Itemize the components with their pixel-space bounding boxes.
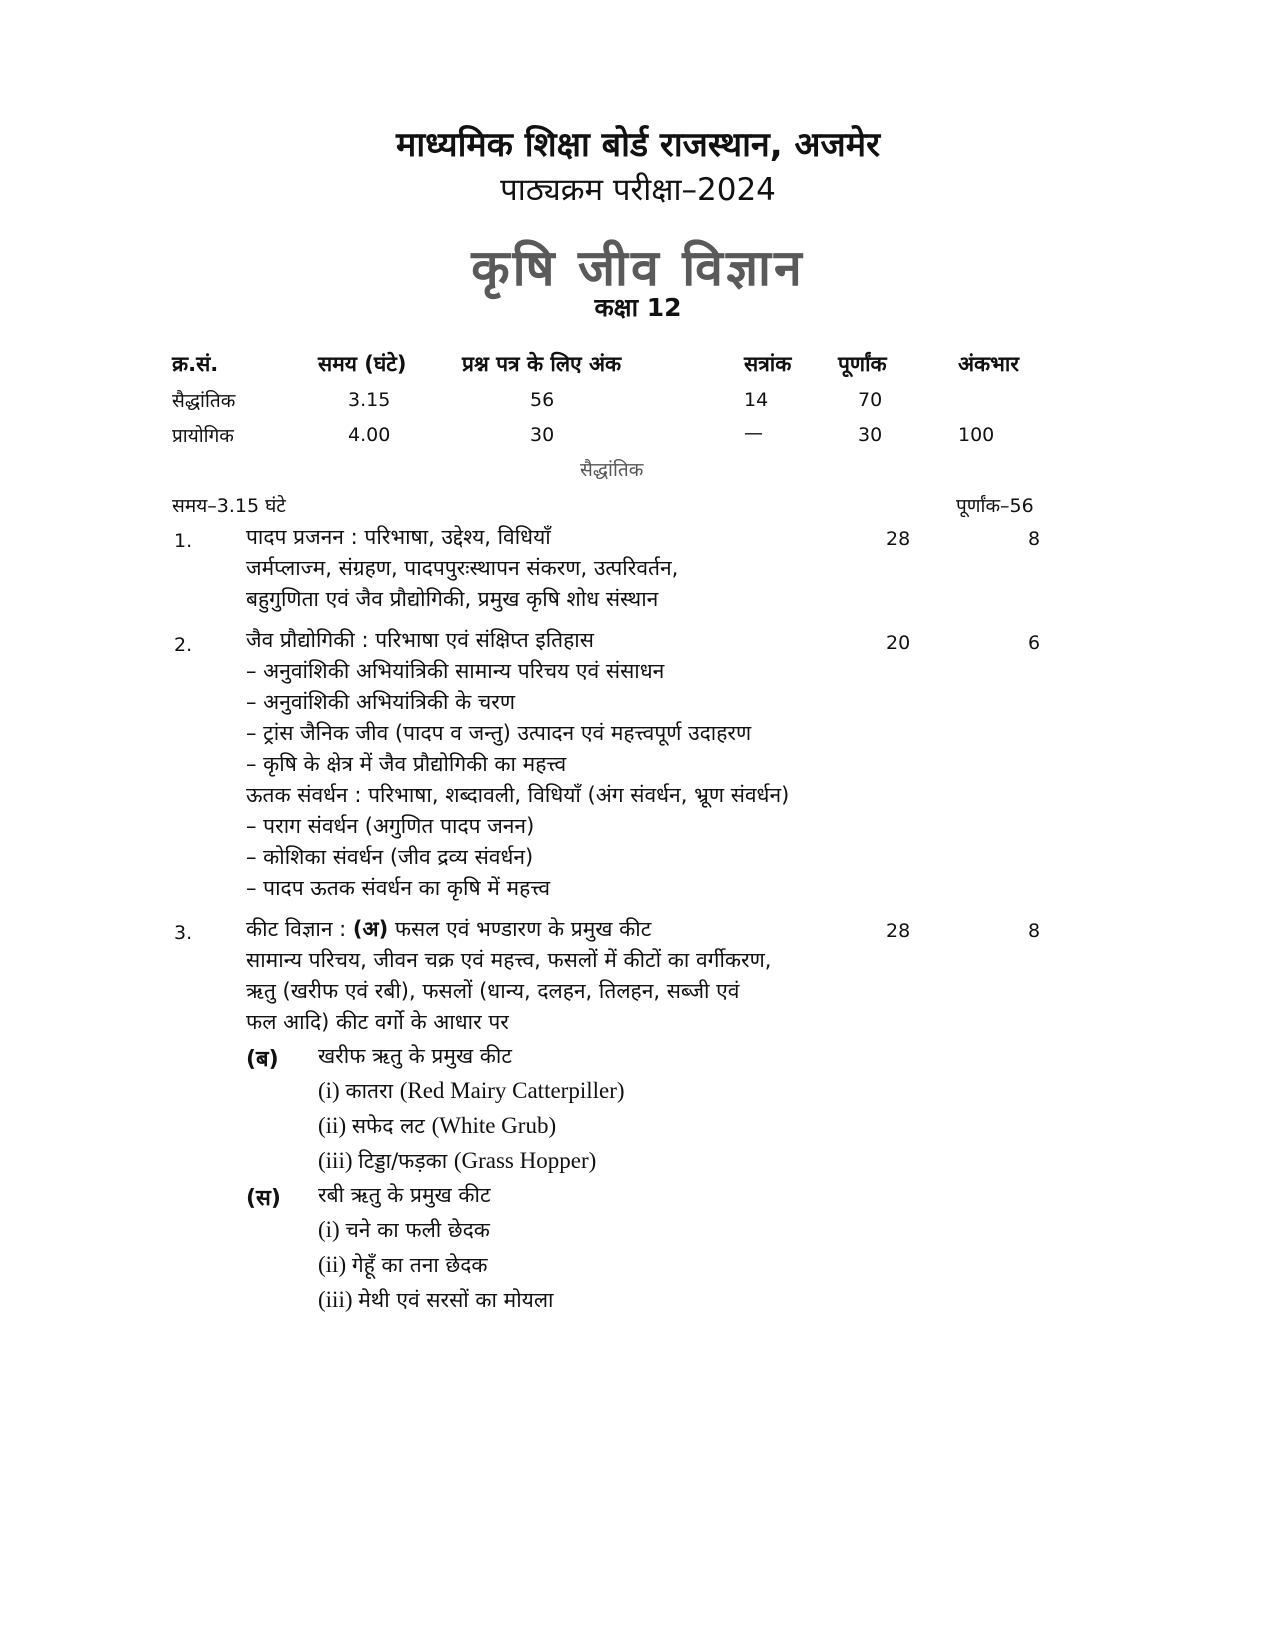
unit-number: 2. (174, 634, 193, 656)
unit-line: – पादप ऊतक संवर्धन का कृषि में महत्त्व (246, 876, 551, 900)
table-header-time: समय (घंटे) (318, 352, 407, 376)
unit-line: – पराग संवर्धन (अगुणित पादप जनन) (246, 814, 535, 838)
table-row-practical-time: 4.00 (348, 424, 391, 446)
class-title: कक्षा 12 (594, 293, 682, 322)
unit-marks: 8 (1028, 528, 1041, 550)
sub-title: खरीफ ऋतु के प्रमुख कीट (318, 1044, 512, 1068)
unit-line: फल आदि) कीट वर्गो के आधार पर (246, 1010, 509, 1034)
unit-line: सामान्य परिचय, जीवन चक्र एवं महत्त्व, फसलों में कीटों का वर्गीकरण, (246, 948, 772, 972)
table-row-practical-label: प्रायोगिक (172, 425, 234, 447)
sub-label-c: (स) (246, 1186, 281, 1211)
table-row-theory-total: 70 (858, 389, 883, 411)
unit-topic-rest: फसल एवं भण्डारण के प्रमुख कीट (388, 917, 652, 941)
unit-line: – ट्रांस जैनिक जीव (पादप व जन्तु) उत्पादन एवं महत्त्वपूर्ण उदाहरण (246, 721, 752, 745)
section-time: समय–3.15 घंटे (172, 495, 286, 517)
unit-line: – कृषि के क्षेत्र में जैव प्रौद्योगिकी का महत्त्व (246, 752, 567, 776)
table-header-total: पूर्णांक (838, 352, 887, 376)
unit-line: जर्मप्लाज्म, संग्रहण, पादपपुरःस्थापन संकरण, उत्परिवर्तन, (246, 556, 679, 580)
subject-title: कृषि जीव विज्ञान (471, 239, 805, 297)
unit-periods: 28 (886, 920, 911, 942)
pest-item: (iii) टिड्डा/फड़का (Grass Hopper) (318, 1148, 597, 1173)
unit-line: – अनुवांशिकी अभियांत्रिकी सामान्य परिचय एवं संसाधन (246, 659, 665, 683)
unit-number: 3. (174, 922, 193, 944)
pest-item: (i) कातरा (Red Mairy Catterpiller) (318, 1078, 625, 1103)
section-total: पूर्णांक–56 (956, 495, 1034, 517)
unit-line: जैव प्रौद्योगिकी : परिभाषा एवं संक्षिप्त इतिहास (246, 628, 594, 652)
unit-line: बहुगुणिता एवं जैव प्रौद्योगिकी, प्रमुख कृषि शोध संस्थान (246, 587, 659, 611)
unit-line (246, 913, 651, 945)
sub-label-b: (ब) (246, 1047, 279, 1072)
section-title: सैद्धांतिक (580, 459, 644, 481)
unit-periods: 20 (886, 632, 911, 654)
table-row-theory-paper: 56 (530, 389, 555, 411)
unit-number: 1. (174, 530, 193, 552)
pest-item: (iii) मेथी एवं सरसों का मोयला (318, 1287, 554, 1312)
table-row-theory-time: 3.15 (348, 389, 391, 411)
unit-line: पादप प्रजनन : परिभाषा, उद्देश्य, विधियाँ (246, 525, 551, 549)
unit-line: – कोशिका संवर्धन (जीव द्रव्य संवर्धन) (246, 845, 534, 869)
table-row-theory-label: सैद्धांतिक (172, 390, 236, 412)
pest-item: (ii) गेहूँ का तना छेदक (318, 1252, 488, 1277)
table-header-weightage: अंकभार (958, 352, 1019, 376)
table-row-practical-paper: 30 (530, 424, 555, 446)
unit-line: – अनुवांशिकी अभियांत्रिकी के चरण (246, 690, 515, 714)
table-header-paper-marks: प्रश्न पत्र के लिए अंक (462, 352, 622, 376)
unit-topic: कीट विज्ञान : (246, 917, 353, 941)
table-header-sno: क्र.सं. (172, 352, 219, 376)
pest-item: (i) चने का फली छेदक (318, 1217, 490, 1242)
sub-label-a: (अ) (352, 917, 389, 941)
board-title: माध्यमिक शिक्षा बोर्ड राजस्थान, अजमेर (395, 125, 880, 165)
pest-item: (ii) सफेद लट (White Grub) (318, 1113, 557, 1138)
unit-line: ऋतु (खरीफ एवं रबी), फसलों (धान्य, दलहन, तिलहन, सब्जी एवं (246, 979, 740, 1003)
sub-title: रबी ऋतु के प्रमुख कीट (318, 1183, 491, 1207)
table-row-practical-weightage: 100 (958, 424, 995, 446)
table-row-theory-sessional: 14 (744, 389, 769, 411)
unit-periods: 28 (886, 528, 911, 550)
table-header-sessional: सत्रांक (744, 352, 792, 376)
exam-title: पाठ्यक्रम परीक्षा–2024 (500, 172, 776, 208)
unit-marks: 8 (1028, 920, 1041, 942)
unit-line: ऊतक संवर्धन : परिभाषा, शब्दावली, विधियाँ (अंग संवर्धन, भ्रूण संवर्धन) (246, 783, 790, 807)
table-row-practical-sessional: — (744, 422, 763, 444)
table-row-practical-total: 30 (858, 424, 883, 446)
unit-marks: 6 (1028, 632, 1041, 654)
